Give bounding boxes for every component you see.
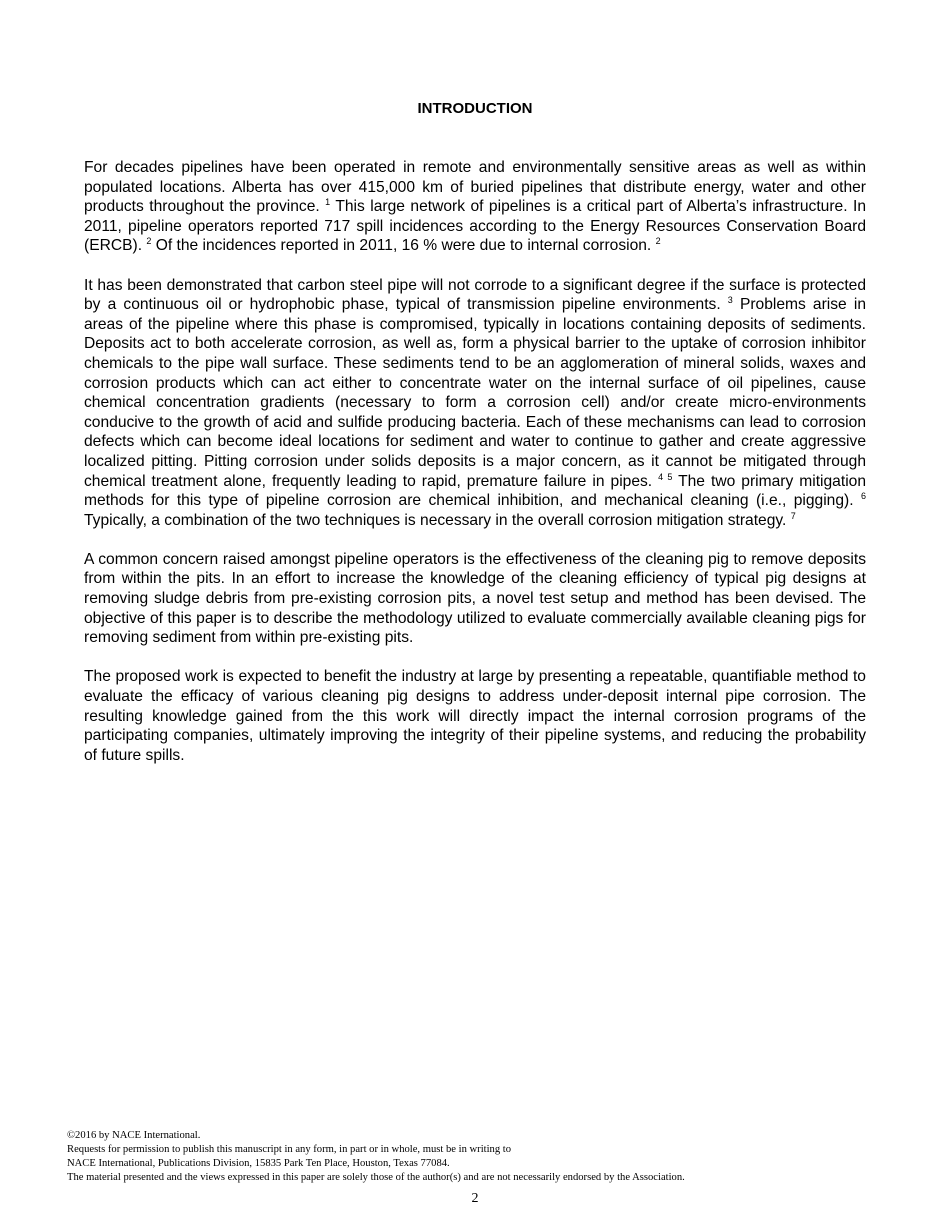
paragraph <box>84 158 866 256</box>
paragraph <box>84 550 866 648</box>
citation-reference: 7 <box>790 510 796 521</box>
introduction-body <box>84 158 866 785</box>
citation-reference: 2 <box>146 236 152 247</box>
paragraph-text: Of the incidences reported in 2011, 16 % were due to internal corrosion. <box>151 237 656 255</box>
section-heading: INTRODUCTION <box>417 100 533 117</box>
paragraph-text: The proposed work is expected to benefit the industry at large by presenting a repeatable, quantifiable method to evaluate the efficacy of various cleaning pig designs to address under-deposit internal pipe corrosion. The resulting knowledge gained from the this work will directly impact the internal corrosion programs of the participating companies, ultimately improving the integrity of their pipeline systems, and reducing the probability of future spills. <box>84 668 866 764</box>
paragraph <box>84 276 866 531</box>
page-number: 2 <box>471 1191 479 1206</box>
paragraph-text: The two primary mitigation methods for this type of pipeline corrosion are chemical inhibition, and mechanical cleaning (i.e., pigging). <box>84 472 867 510</box>
paragraph-text: Typically, a combination of the two techniques is necessary in the overall corrosion mitigation strategy. <box>84 511 791 529</box>
paragraph-text: Problems arise in areas of the pipeline where this phase is compromised, typically in locations containing deposits of sediments. Deposits act to both accelerate corrosion, as well as, form a physical barrier to the uptake of corrosion inhibitor chemicals to the pipe wall surface. These sediments tend to be an agglomeration of mineral solids, waxes and corrosion products which can act either to concentrate water on the internal surface of oil pipelines, cause chemical concentration gradients (necessary to form a corrosion cell) and/or create micro-environments conducive to the growth of acid and sulfide producing bacteria. Each of these mechanisms can lead to corrosion defects which can become ideal locations for sediment and water to continue to gather and create aggressive localized pitting. Pitting corrosion under solids deposits is a major concern, as it cannot be mitigated through chemical treatment alone, frequently leading to rapid, premature failure in pipes. <box>84 296 866 490</box>
footer-address: NACE International, Publications Division, 15835 Park Ten Place, Houston, Texas 77084. <box>67 1158 450 1169</box>
copyright-footer <box>67 1129 867 1185</box>
paragraph-text: A common concern raised amongst pipeline operators is the effectiveness of the cleaning pig to remove deposits from within the pits. In an effort to increase the knowledge of the cleaning efficiency of typical pig designs at removing sludge debris from pre-existing corrosion pits, a novel test setup and method has been devised. The objective of this paper is to describe the methodology utilized to evaluate commercially available cleaning pigs for removing sediment from within pre-existing pits. <box>84 550 866 647</box>
citation-reference: 4 5 <box>658 471 673 482</box>
paragraph <box>84 667 866 765</box>
footer-permission: Requests for permission to publish this manuscript in any form, in part or in whole, must be in writing to <box>67 1144 512 1155</box>
citation-reference: 6 <box>860 491 866 502</box>
citation-reference: 2 <box>655 236 661 247</box>
footer-copyright: ©2016 by NACE International. <box>67 1130 201 1141</box>
paragraph-text: For decades pipelines have been operated in remote and environmentally sensitive areas as well as within populated locations. Alberta has over 415,000 km of buried pipelines that distribute energy, water and other products throughout the province. <box>84 159 866 216</box>
paragraph-text: This large network of pipelines is a critical part of Alberta’s infrastructure. In 2011, pipeline operators reported 717 spill incidences according to the Energy Resources Conservation Board (ERCB). <box>84 198 867 255</box>
citation-reference: 1 <box>325 197 331 208</box>
paragraph-text: It has been demonstrated that carbon steel pipe will not corrode to a significant degree if the surface is protected by a continuous oil or hydrophobic phase, typical of transmission pipeline environments. <box>84 276 866 314</box>
footer-disclaimer: The material presented and the views expressed in this paper are solely those of the author(s) and are not necessarily endorsed by the Association. <box>67 1172 685 1183</box>
citation-reference: 3 <box>727 295 733 306</box>
